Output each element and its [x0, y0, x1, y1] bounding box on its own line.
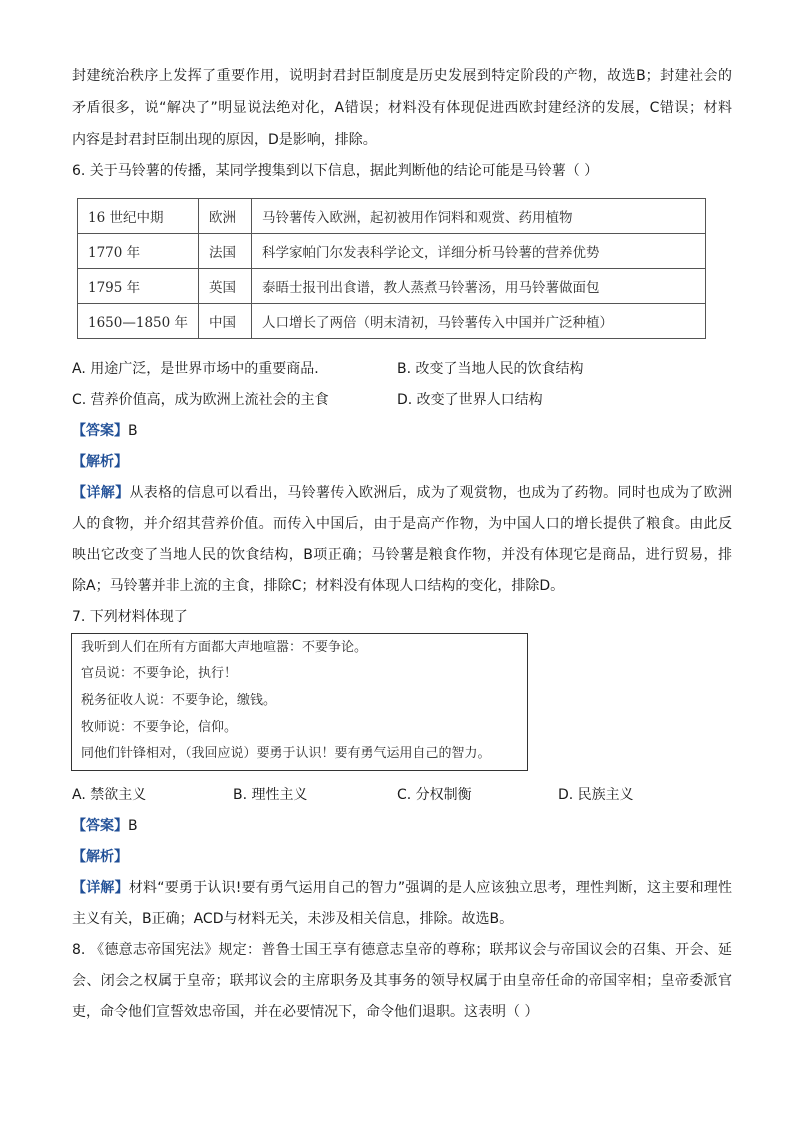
table-row	[78, 234, 706, 269]
table-cell-event: 科学家帕门尔发表科学论文，详细分析马铃薯的营养优势	[252, 234, 706, 269]
answer-value: B	[128, 423, 138, 439]
detail-text: 材料“要勇于认识!要有勇气运用自己的智力”强调的是人应该独立思考，理性判断，这主要和理性	[128, 880, 732, 896]
table-cell-period: 16 世纪中期	[78, 199, 199, 234]
answer-tag: 【答案】	[72, 423, 128, 439]
quote-line: 牧师说：不要争论，信仰。	[81, 720, 238, 735]
q6-detail-line-3: 映出它改变了当地人民的饮食结构，B项正确；马铃薯是粮食作物，并没有体现它是商品，进行贸易，排	[72, 547, 732, 563]
table-cell-region: 欧洲	[199, 199, 252, 234]
intro-line-1: 封建统治秩序上发挥了重要作用，说明封君封臣制度是历史发展到特定阶段的产物，故选B；封建社会的	[72, 68, 732, 84]
q7-analysis-tag	[72, 847, 732, 867]
q6-detail-line-2: 人的食物，并介绍其营养价值。而传入中国后，由于是高产作物，为中国人口的增长提供了粮食。由此反	[72, 516, 732, 532]
quote-line: 同他们针锋相对，（我回应说）要勇于认识！要有勇气运用自己的智力。	[81, 746, 491, 761]
table-cell-event: 泰晤士报刊出食谱，教人蒸煮马铃薯汤，用马铃薯做面包	[252, 269, 706, 304]
table-cell-period: 1795 年	[78, 269, 199, 304]
q6-option-a: A. 用途广泛，是世界市场中的重要商品.	[72, 361, 319, 377]
detail-tag: 【详解】	[72, 485, 130, 501]
q6-option-c: C. 营养价值高，成为欧洲上流社会的主食	[72, 392, 329, 408]
analysis-tag: 【解析】	[72, 454, 128, 470]
q7-option-c: C. 分权制衡	[397, 787, 472, 803]
detail-tag: 【详解】	[72, 880, 129, 896]
table-row	[78, 304, 706, 339]
q8-stem-line-3: 吏，命令他们宣誓效忠帝国，并在必要情况下，命令他们退职。这表明（ ）	[72, 1004, 539, 1020]
q8-stem-line-1: 8. 《德意志帝国宪法》规定：普鲁士国王享有德意志皇帝的尊称；联邦议会与帝国议会的召集、开会、延	[72, 942, 732, 958]
q7-option-b: B. 理性主义	[233, 787, 308, 803]
q7-stem: 7. 下列材料体现了	[72, 609, 188, 625]
q7-material-box	[71, 633, 528, 771]
q7-answer	[72, 816, 732, 836]
table-cell-period: 1650—1850 年	[78, 304, 199, 339]
answer-tag: 【答案】	[72, 818, 128, 834]
quote-line: 官员说：不要争论，执行！	[81, 666, 238, 681]
intro-line-2: 矛盾很多，说“解决了”明显说法绝对化，A错误；材料没有体现促进西欧封建经济的发展，C错误；材料	[72, 100, 732, 116]
answer-value: B	[128, 818, 138, 834]
q6-stem: 6. 关于马铃薯的传播，某同学搜集到以下信息，据此判断他的结论可能是马铃薯（ ）	[72, 163, 599, 179]
table-cell-event: 人口增长了两倍（明末清初，马铃薯传入中国并广泛种植）	[252, 304, 706, 339]
table-cell-region: 英国	[199, 269, 252, 304]
detail-text: 从表格的信息可以看出，马铃薯传入欧洲后，成为了观赏物，也成为了药物。同时也成为了欧洲	[129, 485, 733, 501]
q6-analysis-tag	[72, 452, 732, 472]
q6-answer	[72, 421, 732, 441]
q6-option-b: B. 改变了当地人民的饮食结构	[397, 361, 584, 377]
table-cell-region: 中国	[199, 304, 252, 339]
q7-detail-line-1	[72, 878, 732, 898]
table-row	[78, 199, 706, 234]
quote-line: 税务征收人说：不要争论，缴钱。	[81, 693, 277, 708]
q6-detail-line-1	[72, 483, 732, 503]
q7-option-a: A. 禁欲主义	[72, 787, 147, 803]
q7-detail-line-2: 主义有关，B正确；ACD与材料无关，未涉及相关信息，排除。故选B。	[72, 911, 514, 927]
table-cell-period: 1770 年	[78, 234, 199, 269]
q7-option-d: D. 民族主义	[558, 787, 634, 803]
table-row	[78, 269, 706, 304]
intro-line-3: 内容是封君封臣制出现的原因，D是影响，排除。	[72, 132, 377, 148]
q6-option-d: D. 改变了世界人口结构	[397, 392, 543, 408]
q6-detail-line-4: 除A；马铃薯并非上流的主食，排除C；材料没有体现人口结构的变化，排除D。	[72, 578, 565, 594]
analysis-tag: 【解析】	[72, 849, 128, 865]
table-cell-event: 马铃薯传入欧洲，起初被用作饲料和观赏、药用植物	[252, 199, 706, 234]
table-cell-region: 法国	[199, 234, 252, 269]
potato-spread-table	[77, 198, 706, 339]
quote-line: 我听到人们在所有方面都大声地喧嚣：不要争论。	[81, 640, 368, 655]
q8-stem-line-2: 会、闭会之权属于皇帝；联邦议会的主席职务及其事务的领导权属于由皇帝任命的帝国宰相；皇帝委派官	[72, 973, 732, 989]
